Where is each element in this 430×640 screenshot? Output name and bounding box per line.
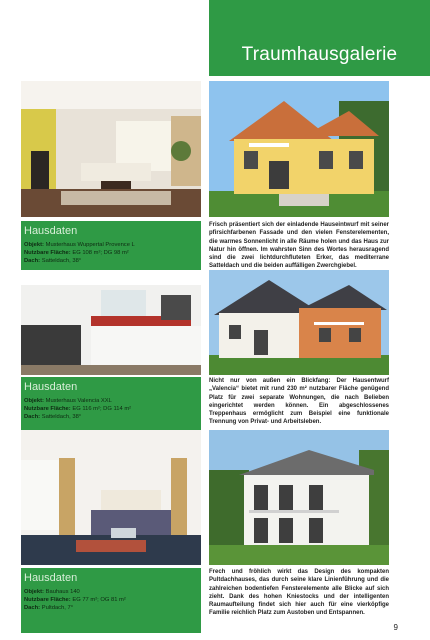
hausdaten-heading: Hausdaten xyxy=(24,381,78,393)
house-description-1: Frisch präsentiert sich der einladende Hauseintwurf mit seiner pfirsichfarbenen Fassade und den vielen Fensterelementen, die warmes Sonnenlicht in alle Räume holen und das Haus zur Natur hin öffnen. Im wahrsten Sinn des Wortes herausragend sind die zwei lichtdurchfluteten Erker, das mediterrane Satteldach und die beiden auffälligen Zwerchgiebel. xyxy=(209,222,389,270)
daten-line-dach: Dach: Satteldach, 38° xyxy=(24,258,82,265)
house-photo-1 xyxy=(209,81,389,217)
daten-line-flaeche: Nutzbare Fläche: EG 77 m²; OG 81 m² xyxy=(24,597,126,604)
daten-line-dach: Dach: Satteldach, 38° xyxy=(24,414,82,421)
hausdaten-heading: Hausdaten xyxy=(24,225,78,237)
gallery-title: Traumhausgalerie xyxy=(241,44,398,65)
house-description-3: Frech und fröhlich wirkt das Design des kompakten Pultdachhauses, das durch seine klare Linienführung und die zahlreichen bodentiefen Fensterelemente alle Blicke auf sich zieht. Dank des hohen Kniestocks und der intelligenten Raumaufteilung findet sich hier auch für eine vierköpfige Familie reichlich Platz zum Austoben und Entspannen. xyxy=(209,569,389,617)
daten-line-flaeche: Nutzbare Fläche: EG 116 m²; DG 114 m² xyxy=(24,406,132,413)
house-photo-3 xyxy=(209,430,389,565)
living-room-photo-1 xyxy=(21,81,201,217)
living-room-photo-3 xyxy=(21,430,201,565)
daten-line-dach: Dach: Pultdach, 7° xyxy=(24,605,74,612)
daten-line-objekt: Objekt: Bauhaus 140 xyxy=(24,589,80,595)
house-description-2: Nicht nur von außen ein Blickfang: Der Hausentwurf „Valencia“ bietet mit rund 230 m² nutzbarer Fläche genügend Platz für zwei separate Wohnungen, die nach Belieben eingerichtet werden können. Ein abgeschlossenes Treppenhaus ermöglicht zum Beispiel eine funktionale Trennung von Privat- und Arbeitsleben. xyxy=(209,378,389,426)
daten-line-flaeche: Nutzbare Fläche: EG 108 m²; DG 98 m² xyxy=(24,250,129,257)
hausdaten-heading: Hausdaten xyxy=(24,572,78,584)
gallery-title-block xyxy=(209,0,430,76)
kitchen-photo-2 xyxy=(21,270,201,375)
daten-line-objekt: Objekt: Musterhaus Valencia XXL xyxy=(24,398,112,404)
hausdaten-box-3 xyxy=(21,568,201,633)
daten-line-objekt: Objekt: Musterhaus Wuppertal Provence L xyxy=(24,242,135,248)
page-number: 9 xyxy=(393,623,398,632)
house-photo-2 xyxy=(209,270,389,375)
